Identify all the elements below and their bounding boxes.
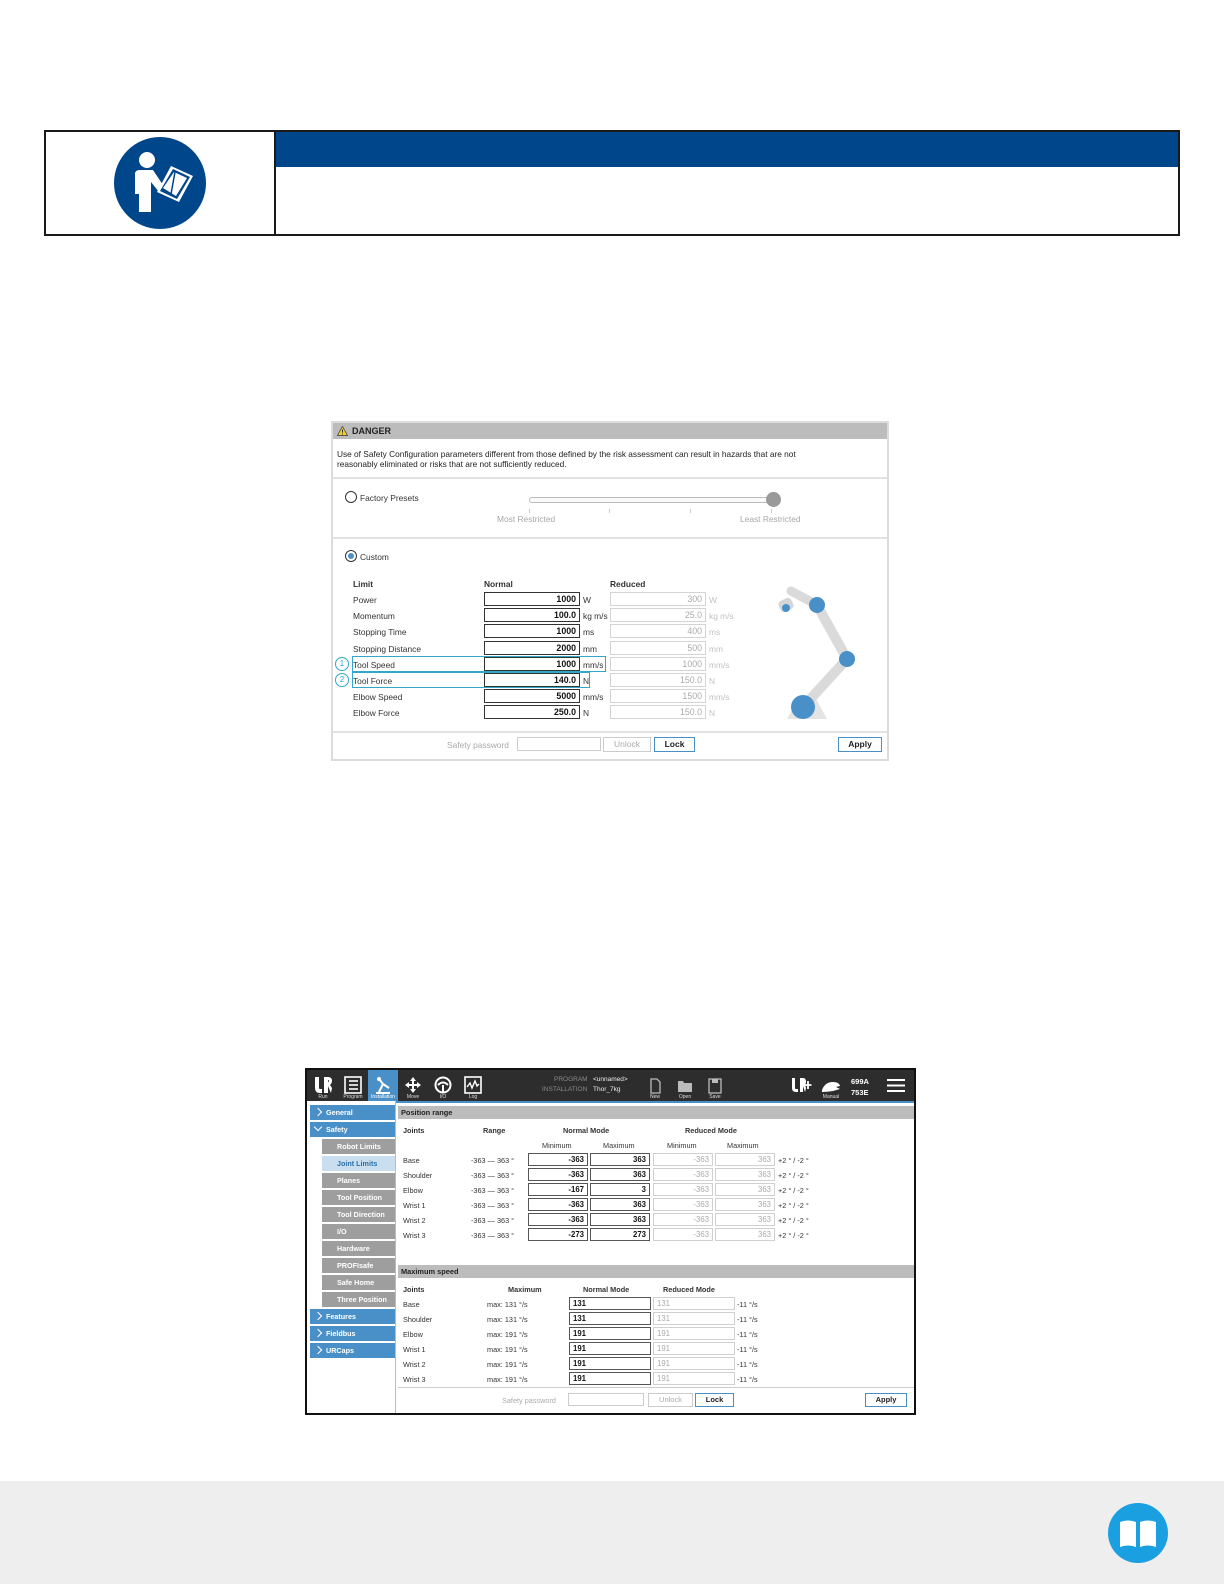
manual-mode-label: Manual (822, 1094, 840, 1100)
elbow-force-reduced-input[interactable]: 150.0 (610, 705, 706, 719)
sidebar-item-profisafe[interactable]: PROFIsafe (322, 1258, 395, 1273)
new-file-label: New (649, 1094, 660, 1100)
wrist-2-reduced-max-input[interactable]: 363 (715, 1213, 775, 1226)
callout-1: 1 (335, 657, 349, 671)
unlock-button[interactable]: Unlock (603, 737, 651, 752)
header-divider (307, 1101, 914, 1103)
sidebar-item-three-position[interactable]: Three Position (322, 1292, 395, 1307)
folder-icon (677, 1078, 693, 1094)
limit-unit: kg m/s (709, 611, 734, 621)
chevron-right-icon (314, 1312, 322, 1320)
wrist-3-normal-min-input[interactable]: -273 (528, 1228, 588, 1241)
elbow-reduced-speed-input[interactable]: 191 (653, 1327, 735, 1340)
ur-logo-icon (313, 1076, 333, 1094)
col-range-header: Range (483, 1126, 506, 1135)
wrist-1-reduced-min-input[interactable]: -363 (653, 1198, 713, 1211)
safety-password-input[interactable] (517, 737, 601, 751)
wrist-1-reduced-max-input[interactable]: 363 (715, 1198, 775, 1211)
joint-tolerance: +2 ° / -2 ° (778, 1186, 809, 1195)
wrist-1-normal-speed-input[interactable]: 191 (569, 1342, 651, 1355)
limit-unit: ms (709, 627, 721, 637)
joint-tolerance: +2 ° / -2 ° (778, 1201, 809, 1210)
sidebar-item-label: General (326, 1108, 353, 1117)
speed-col-max-header: Maximum (508, 1285, 542, 1294)
limit-unit: N (583, 708, 590, 718)
program-name: <unnamed> (593, 1076, 628, 1083)
stopping-time-normal-input[interactable]: 1000 (484, 624, 580, 638)
position-range-header: Position range (398, 1106, 914, 1119)
save-icon (708, 1078, 722, 1094)
wrist-2-reduced-speed-input[interactable]: 191 (653, 1357, 735, 1370)
slider-tick (690, 509, 691, 513)
safety-password-label: Safety password (502, 1396, 556, 1405)
elbow-speed-normal-input[interactable]: 5000 (484, 689, 580, 703)
reduced-min-header: Minimum (667, 1141, 697, 1150)
joint-range: -363 — 363 ° (471, 1156, 515, 1165)
momentum-reduced-input[interactable]: 25.0 (610, 608, 706, 622)
save-file-label: Save (709, 1094, 721, 1100)
elbow-normal-speed-input[interactable]: 191 (569, 1327, 651, 1340)
apply-button[interactable]: Apply (865, 1393, 907, 1407)
chevron-right-icon (314, 1346, 322, 1354)
wrist-2-reduced-min-input[interactable]: -363 (653, 1213, 713, 1226)
sidebar-item-tool-position[interactable]: Tool Position (322, 1190, 395, 1205)
tab-log[interactable] (458, 1070, 488, 1101)
sidebar-item-fieldbus[interactable] (310, 1326, 395, 1341)
limit-unit: N (709, 708, 716, 718)
limit-unit: kg m/s (583, 611, 608, 621)
joint-name: Elbow (403, 1186, 423, 1195)
joint-range: -363 — 363 ° (471, 1171, 515, 1180)
presets-panel (333, 477, 887, 537)
save-file-button[interactable] (700, 1070, 730, 1101)
tab-program-label: Program (343, 1094, 363, 1100)
speed-tolerance: -11 °/s (737, 1330, 758, 1339)
danger-text (337, 449, 877, 469)
power-normal-input[interactable]: 1000 (484, 592, 580, 606)
limit-unit: mm/s (709, 660, 730, 670)
joint-max-speed: max: 191 °/s (487, 1345, 528, 1354)
limit-name: Elbow Force (353, 708, 400, 718)
manual-mode-button[interactable] (818, 1070, 844, 1101)
joint-name: Wrist 3 (403, 1231, 426, 1240)
wrist-2-normal-max-input[interactable]: 363 (590, 1213, 650, 1226)
speed-tolerance: -11 °/s (737, 1315, 758, 1324)
unlock-button[interactable]: Unlock (648, 1393, 693, 1407)
danger-title: DANGER (352, 426, 392, 436)
lock-button[interactable]: Lock (654, 737, 695, 752)
sidebar-item-general[interactable] (310, 1105, 395, 1120)
new-file-button[interactable] (640, 1070, 670, 1101)
factory-presets-label: Factory Presets (360, 493, 419, 503)
limit-unit: N (583, 676, 590, 686)
joint-max-speed: max: 191 °/s (487, 1360, 528, 1369)
sidebar-item-features[interactable] (310, 1309, 395, 1324)
preset-slider-handle[interactable] (766, 492, 781, 507)
col-reduced-mode-header: Reduced Mode (685, 1126, 737, 1135)
base-reduced-min-input[interactable]: -363 (653, 1153, 713, 1166)
limit-name: Stopping Time (353, 627, 407, 637)
shoulder-reduced-speed-input[interactable]: 131 (653, 1312, 735, 1325)
limit-unit: mm/s (709, 692, 730, 702)
momentum-normal-input[interactable]: 100.0 (484, 608, 580, 622)
speed-col-normal-header: Normal Mode (583, 1285, 630, 1294)
base-normal-min-input[interactable]: -363 (528, 1153, 588, 1166)
page-footer (0, 1481, 1224, 1584)
ur-plus-icon[interactable] (791, 1077, 813, 1093)
sidebar-item-planes[interactable]: Planes (322, 1173, 395, 1188)
wrist-3-reduced-min-input[interactable]: -363 (653, 1228, 713, 1241)
joint-name: Elbow (403, 1330, 423, 1339)
speed-tolerance: -11 °/s (737, 1360, 758, 1369)
speed-col-joints-header: Joints (403, 1285, 425, 1294)
wrist-2-normal-speed-input[interactable]: 191 (569, 1357, 651, 1370)
chevron-right-icon (314, 1329, 322, 1337)
joint-range: -363 — 363 ° (471, 1231, 515, 1240)
wrist-1-normal-max-input[interactable]: 363 (590, 1198, 650, 1211)
slider-tick (609, 509, 610, 513)
col-limit-header: Limit (353, 579, 374, 589)
tab-move-label: Move (406, 1094, 420, 1100)
power-reduced-input[interactable]: 300 (610, 592, 706, 606)
shoulder-reduced-max-input[interactable]: 363 (715, 1168, 775, 1181)
elbow-reduced-max-input[interactable]: 363 (715, 1183, 775, 1196)
notice-body (276, 132, 1178, 234)
notice-text (276, 167, 1178, 234)
sidebar-item-urcaps[interactable] (310, 1343, 395, 1358)
sidebar-item-label: Features (326, 1312, 356, 1321)
tool-speed-highlight (352, 656, 606, 672)
limit-unit: W (583, 595, 591, 605)
joint-name: Wrist 2 (403, 1216, 426, 1225)
wrist-1-reduced-speed-input[interactable]: 191 (653, 1342, 735, 1355)
joint-limits-screenshot (305, 1068, 916, 1415)
shoulder-normal-speed-input[interactable]: 131 (569, 1312, 651, 1325)
joint-limits-footer (398, 1387, 914, 1413)
stopping-time-reduced-input[interactable]: 400 (610, 624, 706, 638)
col-joints-header: Joints (403, 1126, 425, 1135)
chevron-down-icon (314, 1123, 322, 1131)
book-icon (1108, 1503, 1168, 1563)
tool-force-reduced-input[interactable]: 150.0 (610, 673, 706, 687)
io-icon (433, 1076, 453, 1094)
sidebar-item-hardware[interactable]: Hardware (322, 1241, 395, 1256)
limit-name: Power (353, 595, 377, 605)
tool-speed-reduced-input[interactable]: 1000 (610, 657, 706, 671)
lock-button[interactable]: Lock (695, 1393, 734, 1407)
stopping-distance-reduced-input[interactable]: 500 (610, 641, 706, 655)
robot-limits-footer (333, 731, 887, 759)
log-icon (463, 1076, 483, 1094)
tool-force-highlight (352, 672, 590, 688)
limit-unit: mm (709, 644, 723, 654)
sidebar-item-safe-home[interactable]: Safe Home (322, 1275, 395, 1290)
tab-installation-label: Installation (371, 1094, 395, 1100)
wrist-1-normal-min-input[interactable]: -363 (528, 1198, 588, 1211)
hand-icon (821, 1080, 841, 1094)
least-restricted-label: Least Restricted (740, 514, 801, 524)
normal-max-header: Maximum (603, 1141, 635, 1150)
joint-max-speed: max: 131 °/s (487, 1300, 528, 1309)
joint-range: -363 — 363 ° (471, 1201, 515, 1210)
safety-password-label: Safety password (447, 740, 509, 750)
shoulder-normal-min-input[interactable]: -363 (528, 1168, 588, 1181)
col-reduced-header: Reduced (610, 579, 646, 589)
sidebar-item-label: Safety (326, 1125, 348, 1134)
col-normal-mode-header: Normal Mode (563, 1126, 610, 1135)
speed-col-reduced-header: Reduced Mode (663, 1285, 715, 1294)
speed-tolerance: -11 °/s (737, 1375, 758, 1384)
limit-unit: mm/s (583, 660, 604, 670)
callout-2: 2 (335, 673, 349, 687)
joint-name: Wrist 1 (403, 1201, 426, 1210)
limit-unit: N (709, 676, 716, 686)
open-file-label: Open (678, 1094, 692, 1100)
robot-limits-screenshot (331, 421, 889, 761)
limit-name: Tool Force (353, 676, 393, 686)
notice-header-bar (276, 132, 1178, 167)
sidebar-item-tool-direction[interactable]: Tool Direction (322, 1207, 395, 1222)
open-file-button[interactable] (670, 1070, 700, 1101)
joint-max-speed: max: 191 °/s (487, 1375, 528, 1384)
tab-io-label: I/O (439, 1094, 447, 1100)
wrist-3-normal-speed-input[interactable]: 191 (569, 1372, 651, 1385)
limit-name: Stopping Distance (353, 644, 421, 654)
preset-slider-track[interactable] (529, 497, 773, 503)
sidebar-item-label: URCaps (326, 1346, 354, 1355)
joint-range: -363 — 363 ° (471, 1186, 515, 1195)
joint-name: Base (403, 1156, 420, 1165)
serial-2: 753E (851, 1088, 869, 1097)
elbow-force-normal-input[interactable]: 250.0 (484, 705, 580, 719)
maximum-speed-header: Maximum speed (398, 1265, 914, 1278)
joint-range: -363 — 363 ° (471, 1216, 515, 1225)
stopping-distance-normal-input[interactable]: 2000 (484, 641, 580, 655)
base-normal-speed-input[interactable]: 131 (569, 1297, 651, 1310)
limit-unit: mm (583, 644, 597, 654)
danger-text-line-2: reasonably eliminated or risks that are not sufficiently reduced. (337, 459, 567, 469)
speed-tolerance: -11 °/s (737, 1300, 758, 1309)
program-label: PROGRAM (554, 1076, 588, 1083)
installation-label: INSTALLATION (542, 1086, 588, 1093)
limit-unit: ms (583, 627, 595, 637)
notice-icon-cell (46, 132, 276, 234)
custom-label: Custom (360, 552, 389, 562)
sidebar-item-safety[interactable] (310, 1122, 395, 1137)
wrist-3-normal-max-input[interactable]: 273 (590, 1228, 650, 1241)
wrist-3-reduced-max-input[interactable]: 363 (715, 1228, 775, 1241)
notice-box (44, 130, 1180, 236)
hamburger-menu-icon[interactable] (887, 1078, 905, 1093)
tab-run[interactable] (308, 1070, 338, 1101)
limit-unit: W (709, 595, 717, 605)
tab-io[interactable] (428, 1070, 458, 1101)
base-reduced-max-input[interactable]: 363 (715, 1153, 775, 1166)
most-restricted-label: Most Restricted (497, 514, 556, 524)
joint-name: Wrist 3 (403, 1375, 426, 1384)
shoulder-normal-max-input[interactable]: 363 (590, 1168, 650, 1181)
normal-min-header: Minimum (542, 1141, 572, 1150)
joint-tolerance: +2 ° / -2 ° (778, 1216, 809, 1225)
joint-name: Shoulder (403, 1315, 433, 1324)
base-normal-max-input[interactable]: 363 (590, 1153, 650, 1166)
slider-tick (529, 509, 530, 513)
joint-name: Base (403, 1300, 420, 1309)
joint-tolerance: +2 ° / -2 ° (778, 1171, 809, 1180)
read-manual-icon (113, 136, 207, 230)
elbow-reduced-min-input[interactable]: -363 (653, 1183, 713, 1196)
reduced-max-header: Maximum (727, 1141, 759, 1150)
joint-name: Wrist 1 (403, 1345, 426, 1354)
joint-max-speed: max: 131 °/s (487, 1315, 528, 1324)
tab-move[interactable] (398, 1070, 428, 1101)
danger-header (333, 423, 887, 439)
wrist-3-reduced-speed-input[interactable]: 191 (653, 1372, 735, 1385)
sidebar-item-label: Fieldbus (326, 1329, 356, 1338)
joint-max-speed: max: 191 °/s (487, 1330, 528, 1339)
speed-tolerance: -11 °/s (737, 1345, 758, 1354)
new-file-icon (648, 1078, 662, 1094)
joint-name: Wrist 2 (403, 1360, 426, 1369)
tab-run-label: Run (318, 1094, 328, 1100)
installation-name: Thor_7kg (593, 1086, 621, 1093)
elbow-speed-reduced-input[interactable]: 1500 (610, 689, 706, 703)
robot-arm-illustration (773, 581, 873, 727)
limit-unit: mm/s (583, 692, 604, 702)
joint-tolerance: +2 ° / -2 ° (778, 1231, 809, 1240)
tab-program[interactable] (338, 1070, 368, 1101)
sidebar-item-io[interactable]: I/O (322, 1224, 395, 1239)
danger-text-line-1: Use of Safety Configuration parameters different from those defined by the risk assessment can result in hazards that are not (337, 449, 796, 459)
warning-icon (337, 426, 348, 436)
tool-force-normal-input[interactable]: 140.0 (484, 673, 580, 687)
col-normal-header: Normal (484, 579, 513, 589)
installation-icon (373, 1076, 393, 1094)
program-icon (343, 1076, 363, 1094)
chevron-right-icon (314, 1108, 322, 1116)
limit-name: Elbow Speed (353, 692, 403, 702)
sidebar-item-joint-limits[interactable]: Joint Limits (322, 1156, 395, 1171)
slider-tick (771, 509, 772, 513)
installation-sidebar (307, 1101, 396, 1413)
tab-log-label: Log (468, 1094, 478, 1100)
limit-name: Momentum (353, 611, 395, 621)
limit-name: Tool Speed (353, 660, 395, 670)
tab-installation[interactable] (368, 1070, 398, 1101)
tool-speed-normal-input[interactable]: 1000 (484, 657, 580, 671)
elbow-normal-min-input[interactable]: -167 (528, 1183, 588, 1196)
custom-radio[interactable] (345, 550, 357, 562)
factory-presets-radio[interactable] (345, 491, 357, 503)
joint-name: Shoulder (403, 1171, 433, 1180)
elbow-normal-max-input[interactable]: 3 (590, 1183, 650, 1196)
polyscope-header (307, 1070, 914, 1101)
base-reduced-speed-input[interactable]: 131 (653, 1297, 735, 1310)
wrist-2-normal-min-input[interactable]: -363 (528, 1213, 588, 1226)
shoulder-reduced-min-input[interactable]: -363 (653, 1168, 713, 1181)
safety-password-input[interactable] (568, 1393, 644, 1406)
serial-1: 699A (851, 1077, 869, 1086)
joint-tolerance: +2 ° / -2 ° (778, 1156, 809, 1165)
apply-button[interactable]: Apply (838, 737, 882, 752)
move-icon (403, 1076, 423, 1094)
sidebar-item-robot-limits[interactable]: Robot Limits (322, 1139, 395, 1154)
